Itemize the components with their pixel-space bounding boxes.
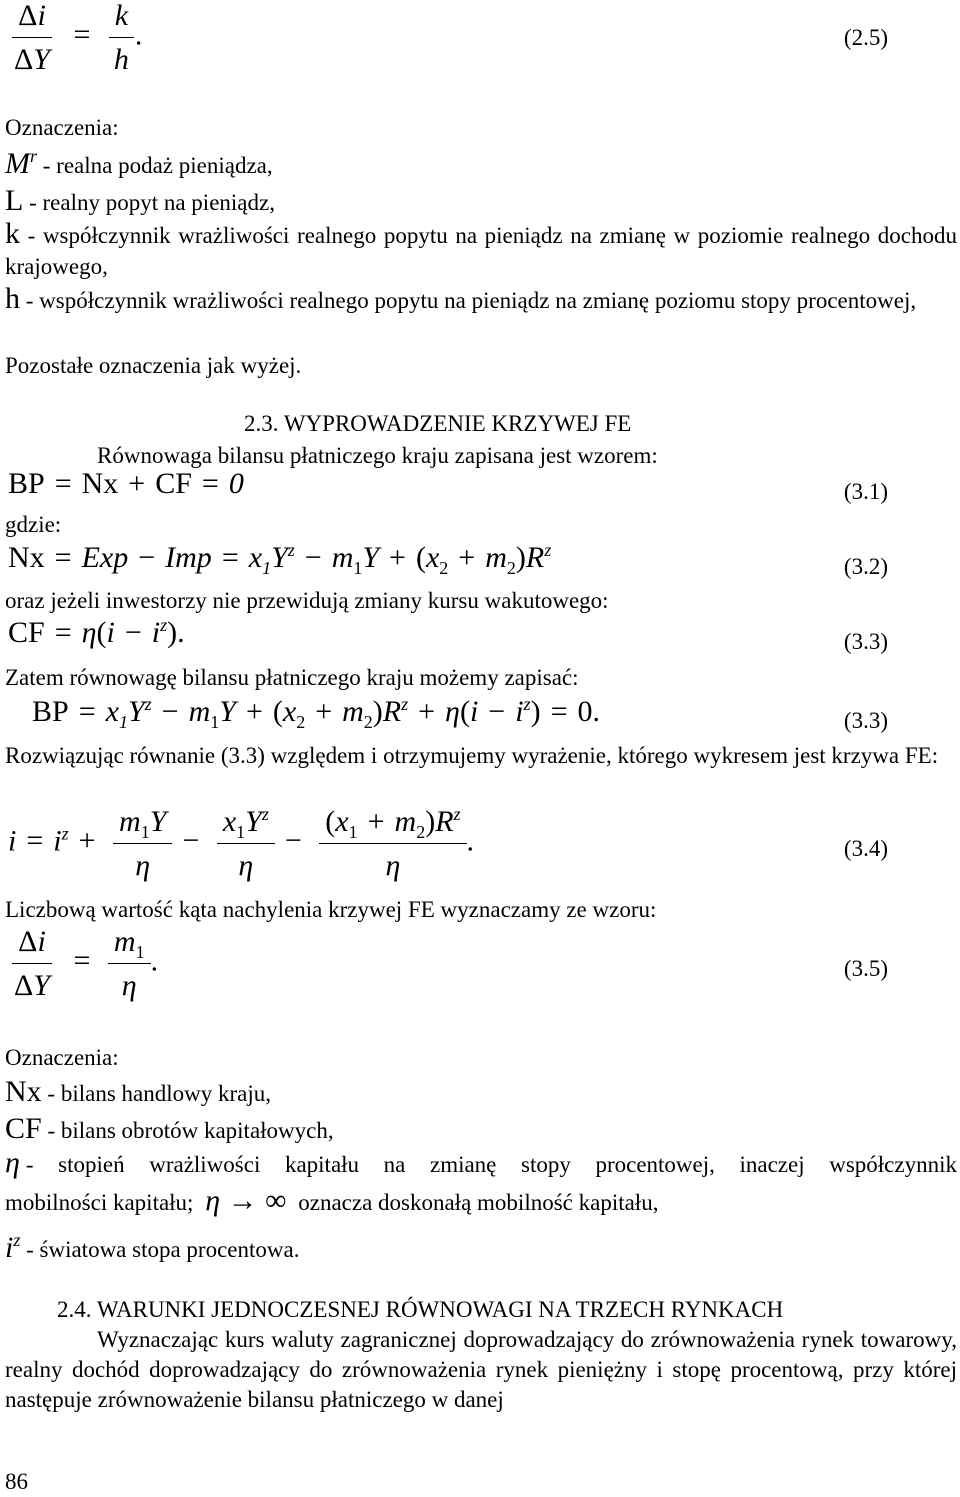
equation-3-2: Nx = Exp − Imp = $x_1Y^z - m_1Y + (x_2 + m_2)R^z$ [8, 540, 552, 578]
section-intro: Równowaga bilansu płatniczego kraju zapisana jest wzorem: [97, 443, 658, 468]
symbol-nx: Nx [5, 1075, 42, 1108]
notation-heading: Oznaczenia: [5, 115, 119, 140]
symbol-l: L [5, 184, 24, 217]
equation-number: (3.2) [843, 554, 888, 579]
notation-text: - realny popyt na pieniądz, [29, 190, 275, 215]
notation-text: - stopień wrażliwości kapitału na zmianę stopy procentowej, inaczej współczynnik [25, 1152, 957, 1177]
equation-number: (3.5) [843, 956, 888, 981]
notation-text: - współczynnik wrażliwości realnego popytu na pieniądz na zmianę poziomu stopy procentowej, [25, 288, 917, 313]
rozwiazujac-text: Rozwiązując równanie (3.3) względem i otrzymujemy wyrażenie, którego wykresem jest krzywa FE: [5, 743, 939, 768]
equation-number: (3.3) [843, 629, 888, 654]
equation-number: (2.5) [843, 25, 888, 50]
symbol-iz: $i^z$ [5, 1230, 21, 1264]
symbol-k: k [5, 217, 20, 250]
notation-footer: Pozostałe oznaczenia jak wyżej. [5, 353, 302, 378]
notation-text: - współczynnik wrażliwości realnego popytu na pieniądz na zmianę w poziomie realnego dochodu krajowego, [5, 223, 957, 279]
notation-text: - bilans handlowy kraju, [47, 1081, 271, 1106]
symbol-m: $M^r$ [5, 146, 38, 180]
section-title: 2.4. WARUNKI JEDNOCZESNEJ RÓWNOWAGI NA TRZECH RYNKACH [57, 1297, 784, 1322]
notation-item-h [5, 283, 957, 316]
equation-3-1: BP = Nx + CF = 0 [8, 467, 244, 500]
notation-text: - realna podaż pieniądza, [42, 153, 273, 178]
symbol-eta: η [5, 1146, 20, 1179]
notation-mobility: mobilności kapitału; η → ∞ oznacza doskonałą mobilność kapitału, [5, 1184, 659, 1217]
equation-number: (3.3) [843, 708, 888, 733]
equation-3-5: $\frac{\Delta i}{\Delta Y}$ = $\frac{m_1}{\eta}$ . [14, 925, 159, 1002]
notation-item-eta [5, 1147, 957, 1180]
zatem-text: Zatem równowagę bilansu płatniczego kraju możemy zapisać: [5, 665, 579, 690]
equation-2-5: $\frac{\Delta i}{\Delta Y}$ = $\frac{k}{h}$ . [14, 0, 143, 76]
equation-3-3a: CF = $\eta(i - i^z)$. [8, 615, 185, 649]
symbol-h: h [5, 282, 20, 315]
notation-item-m [5, 148, 273, 181]
notation-item-iz [5, 1232, 299, 1265]
equation-3-4: $i = i^z$ + $\frac{m_1Y}{\eta}$ − $\frac{x_1Y^z}{\eta}$ − $\frac{(x_1 + m_2)R^z}{\eta}$ . [8, 804, 475, 882]
notation-item-cf [5, 1113, 334, 1146]
equation-number: (3.4) [843, 836, 888, 861]
oraz-text: oraz jeżeli inwestorzy nie przewidują zmiany kursu wakutowego: [5, 588, 609, 613]
notation-text: - światowa stopa procentowa. [26, 1237, 300, 1262]
notation-text: - bilans obrotów kapitałowych, [47, 1118, 334, 1143]
notation-item-k [5, 218, 957, 282]
page-number: 86 [5, 1469, 28, 1494]
eta-to-infinity: η → ∞ [205, 1184, 287, 1217]
gdzie-label: gdzie: [5, 512, 62, 537]
liczbowa-text: Liczbową wartość kąta nachylenia krzywej FE wyznaczamy ze wzoru: [5, 897, 657, 922]
equation-3-3b: BP = $x_1Y^z - m_1Y + (x_2 + m_2)R^z + \eta(i - i^z) = 0$. [32, 694, 600, 732]
notation-item-nx [5, 1076, 271, 1109]
notation-item-l [5, 185, 275, 218]
section-title: 2.3. WYPROWADZENIE KRZYWEJ FE [244, 411, 632, 436]
symbol-cf: CF [5, 1112, 42, 1145]
notation-heading: Oznaczenia: [5, 1045, 119, 1070]
equation-number: (3.1) [843, 479, 888, 504]
section-paragraph: Wyznaczając kurs waluty zagranicznej doprowadzający do zrównoważenia rynek towarowy, realny dochód doprowadzający do zrównoważenia rynek pieniężny i stopę procentową, przy której następuje zrównoważenie bilansu płatniczego w danej [5, 1327, 957, 1412]
